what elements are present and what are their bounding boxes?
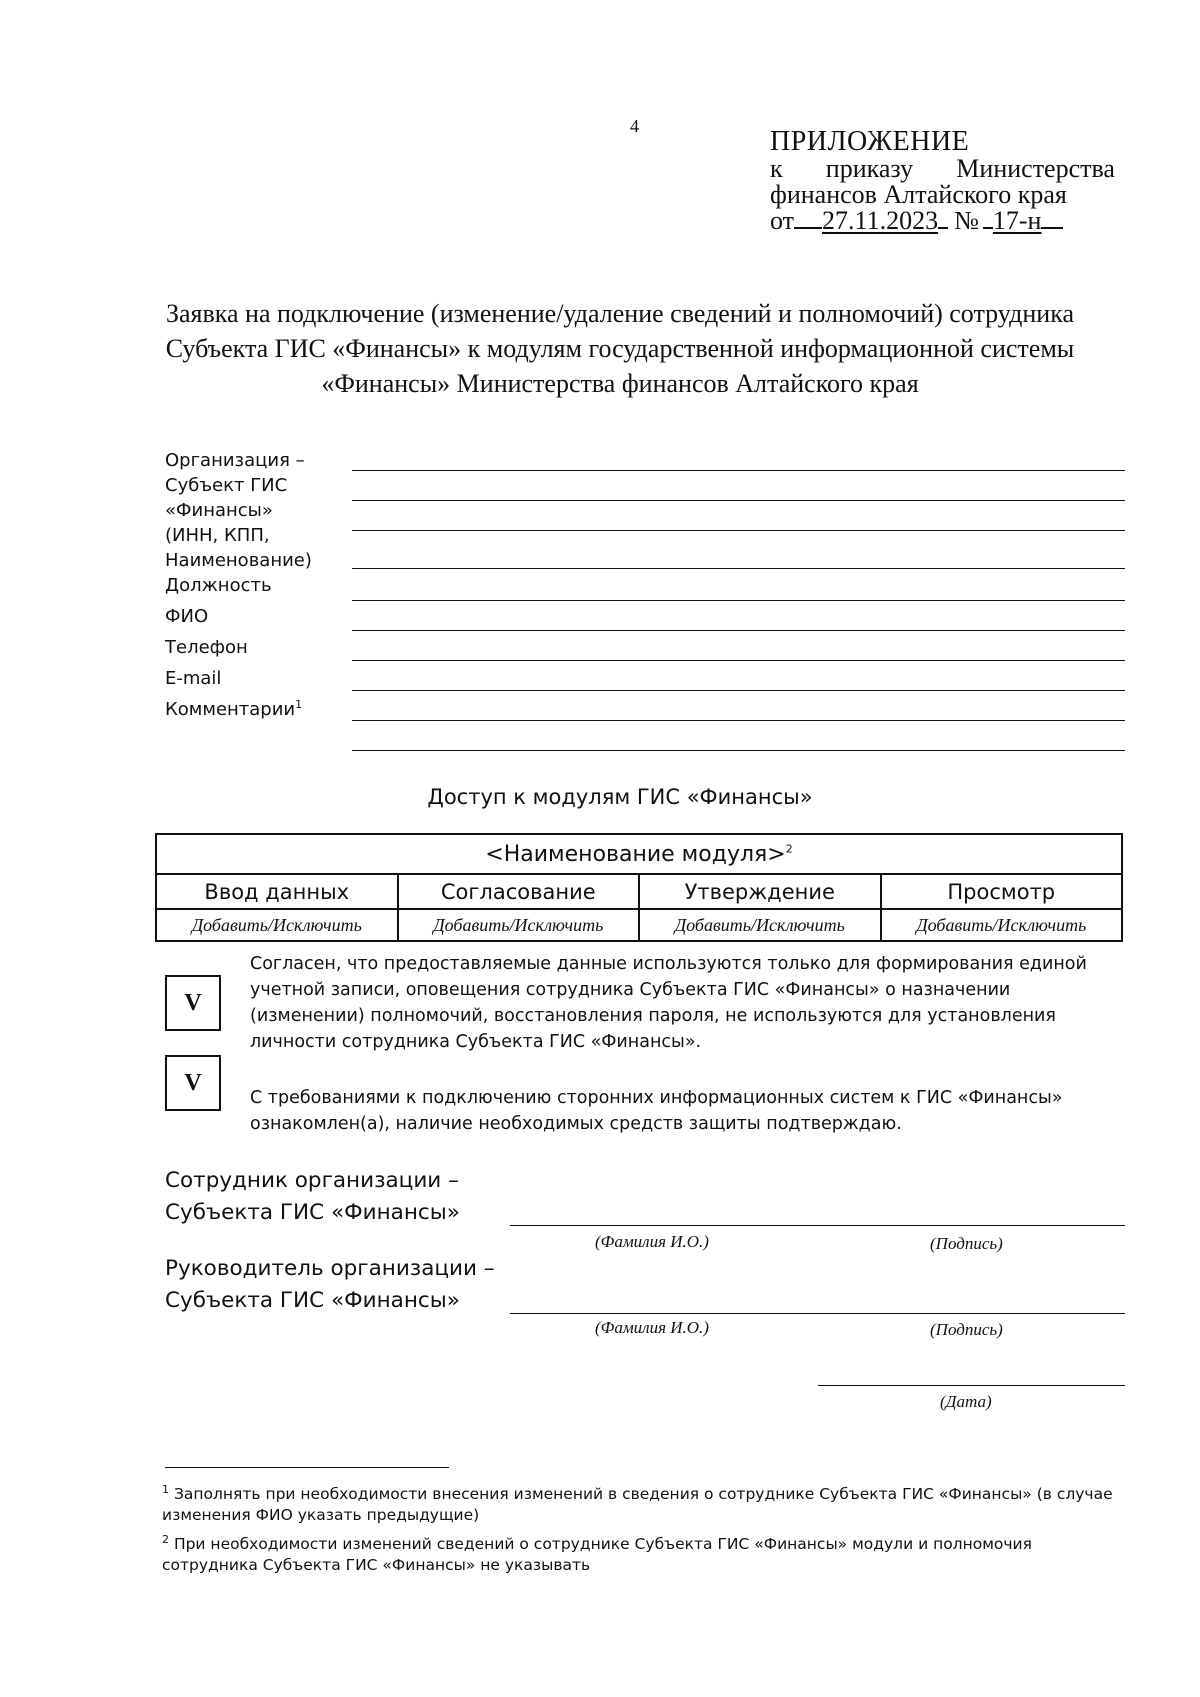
name-caption: (Фамилия И.О.) [595,1232,709,1251]
comments-field-line-1[interactable] [352,720,1125,721]
footnote-2: $^2$ При необходимости изменений сведений о сотруднике Субъекта ГИС «Финансы» модули и полномочия сотрудника Субъекта ГИС «Финансы» не указывать [162,1532,1032,1574]
email-label: E-mail [165,668,222,689]
org-label-line: Субъект ГИС [165,475,288,496]
org-label-line: (ИНН, КПП, [165,525,270,546]
footnote-1: $^1$ Заполнять при необходимости внесения изменений в сведения о сотруднике Субъекта ГИС «Финансы» (в случае изменения ФИО указать предыдущие) [162,1482,1113,1524]
action-cell[interactable]: Добавить/Исключить [639,909,881,941]
footnote-mark: 1 [162,1482,169,1496]
underline-fill [983,227,993,229]
module-name-cell: <Наименование модуля>$^2$ [156,834,1122,874]
action-cell[interactable]: Добавить/Исключить [156,909,398,941]
comments-label: Комментарии$^1$ [165,698,303,720]
consent-text-2: С требованиями к подключению сторонних информационных систем к ГИС «Финансы» ознакомлен(а), наличие необходимых средств защиты подтверждаю. [250,1088,1063,1134]
consent-checkbox-1[interactable]: V [165,975,221,1031]
module-table [155,833,1123,942]
org-label-line: «Финансы» [165,500,273,521]
employee-signature-label: Сотрудник организации – Субъекта ГИС «Финансы» [165,1168,460,1225]
date-line[interactable] [818,1385,1125,1386]
org-field-line-1[interactable] [352,470,1125,471]
consent-checkbox-2[interactable]: V [165,1055,221,1111]
form-labels [165,448,340,722]
fio-field-line[interactable] [352,630,1125,631]
sign-caption: (Подпись) [930,1234,1003,1253]
footnote-separator [165,1467,449,1468]
order-date: 27.11.2023 [822,206,939,235]
appendix-word: к [770,154,783,183]
fio-label: ФИО [165,606,209,627]
appendix-title: ПРИЛОЖЕНИЕ [770,126,970,157]
name-caption: (Фамилия И.О.) [595,1318,709,1337]
comments-field-line-2[interactable] [352,750,1125,751]
underline-fill [794,227,822,229]
employee-signature-line[interactable] [510,1225,1125,1226]
appendix-line-2: финансов Алтайского края [770,180,1067,209]
date-caption: (Дата) [940,1392,992,1411]
org-label-line: Наименование) [165,550,312,571]
appendix-line-1 [770,156,1115,182]
org-field-line-4[interactable] [352,568,1125,569]
appendix-word: приказу [825,154,914,183]
email-field-line[interactable] [352,690,1125,691]
order-number: 17-н [992,206,1042,235]
footnote-ref: 1 [295,698,303,711]
footnote-mark: 2 [162,1532,169,1546]
document-title: Заявка на подключение (изменение/удаление сведений и полномочий) сотрудника Субъекта ГИС «Финансы» к модулям государственной информационной системы «Финансы» Министерства финансов Алтайского края [165,299,1075,398]
underline-fill [1041,227,1063,229]
action-cell[interactable]: Добавить/Исключить [398,909,640,941]
org-label-line: Организация – [165,450,305,471]
access-heading: Доступ к модулям ГИС «Финансы» [427,785,813,809]
number-sign: № [954,206,979,235]
appendix-date-line [770,208,1115,234]
head-signature-label: Руководитель организации – Субъекта ГИС «Финансы» [165,1256,495,1313]
column-header: Просмотр [881,874,1123,909]
date-prefix: от [770,206,795,235]
appendix-word: Министерства [956,154,1115,183]
sign-caption: (Подпись) [930,1320,1003,1339]
column-header: Согласование [398,874,640,909]
appendix-header [770,128,1115,234]
consent-text-1: Согласен, что предоставляемые данные используются только для формирования единой учетной записи, оповещения сотрудника Субъекта ГИС «Финансы» о назначении (изменении) полномочий, восстановления пароля, не используются для установления личности сотрудника Субъекта ГИС «Финансы». [250,954,1087,1052]
phone-field-line[interactable] [352,660,1125,661]
org-field-line-2[interactable] [352,500,1125,501]
org-field-line-3[interactable] [352,530,1125,531]
column-header: Ввод данных [156,874,398,909]
underline-fill [938,227,948,229]
footnote-ref: 2 [785,842,793,856]
position-label: Должность [165,575,272,596]
page-number: 4 [630,116,639,136]
column-header: Утверждение [639,874,881,909]
action-cell[interactable]: Добавить/Исключить [881,909,1123,941]
phone-label: Телефон [165,637,248,658]
head-signature-line[interactable] [510,1313,1125,1314]
position-field-line[interactable] [352,600,1125,601]
